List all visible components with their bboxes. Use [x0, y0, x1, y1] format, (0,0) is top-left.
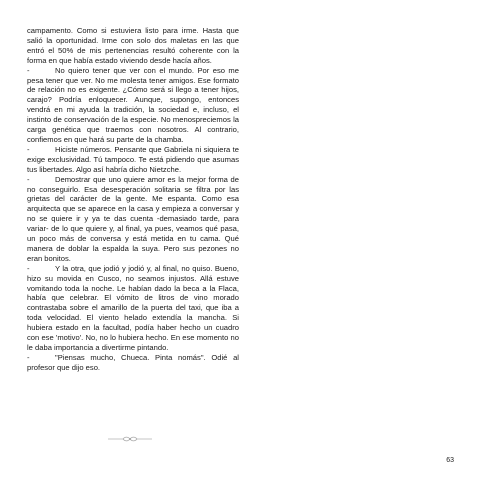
paragraph-text: Demostrar que uno quiere amor es la mejor forma de no conseguirlo. Esa desesperación solitaria se filtra por las grietas del carácter de la gente. Me espanta. Como esa arquitecta que se aparece en la casa y empieza a conversar y no se quiere ir y ya te das cuenta -demasiado tarde, para variar- de lo que quiere y, al final, ya pues, veamos qué pasa, un poco más de conversa y está metida en tu cama. Qué manera de doblar la espalda la suya. Pero sus pezones no eran bonitos.: [27, 174, 239, 263]
dialogue-dash: -: [27, 65, 30, 75]
paragraph-text: Y la otra, que jodió y jodió y, al final, no quiso. Bueno, hizo su movida en Cusco, no seamos injustos. Allá estuve vomitando toda la noche. Le habían dado la beca a la Flaca, había que celebrar. El vómito de litros de vino morado contrastaba sobre el amarillo de la puerta del taxi, que iba a toda velocidad. El viento helado extendía la mancha. Si hubiera estado en la facultad, podía haber hecho un cuadro con ese 'motivo'. No, no lo hubiera hecho. En ese momento no le daba importancia a divertirme pintando.: [27, 263, 239, 352]
paragraph-text: campamento. Como si estuviera listo para irme. Hasta que salió la oportunidad. Irme con solo dos maletas en las que entró el 50% de mis pertenencias resultó coherente con la forma en que había estado viviendo desde hacía años.: [27, 26, 239, 65]
dialogue-dash: -: [27, 263, 30, 273]
dialogue-paragraph: [27, 66, 239, 145]
dialogue-dash: -: [27, 174, 30, 184]
page-number: 63: [446, 457, 454, 464]
dialogue-paragraph: [27, 353, 239, 373]
dialogue-paragraph: [27, 264, 239, 353]
paragraph-text: Hiciste números. Pensante que Gabriela ni siquiera te exige exclusividad. Tú tampoco. Te está pidiendo que asumas tus libertades. Algo así habría dicho Nietzche.: [27, 144, 239, 174]
dialogue-paragraph: [27, 145, 239, 175]
paragraph: [27, 26, 239, 66]
dialogue-dash: -: [27, 352, 30, 362]
decorative-flourish-icon: [108, 436, 152, 442]
body-text: [27, 26, 239, 373]
dialogue-paragraph: [27, 175, 239, 264]
paragraph-text: "Piensas mucho, Chueca. Pinta nomás". Odié al profesor que dijo eso.: [27, 352, 239, 372]
dialogue-dash: -: [27, 144, 30, 154]
paragraph-text: No quiero tener que ver con el mundo. Por eso me pesa tener que ver. No me molesta tener amigos. Ese formato de relación no es exigente. ¿Cómo será si llego a tener hijos, carajo? Podría enloquecer. Aunque, supongo, entonces vendrá en mi ayuda la tradición, la sociedad e, incluso, el instinto de conservación de la especie. No menospreciemos la carga genética que traemos con nosotros. Al contrario, confiemos en que hará su parte de la chamba.: [27, 65, 239, 144]
